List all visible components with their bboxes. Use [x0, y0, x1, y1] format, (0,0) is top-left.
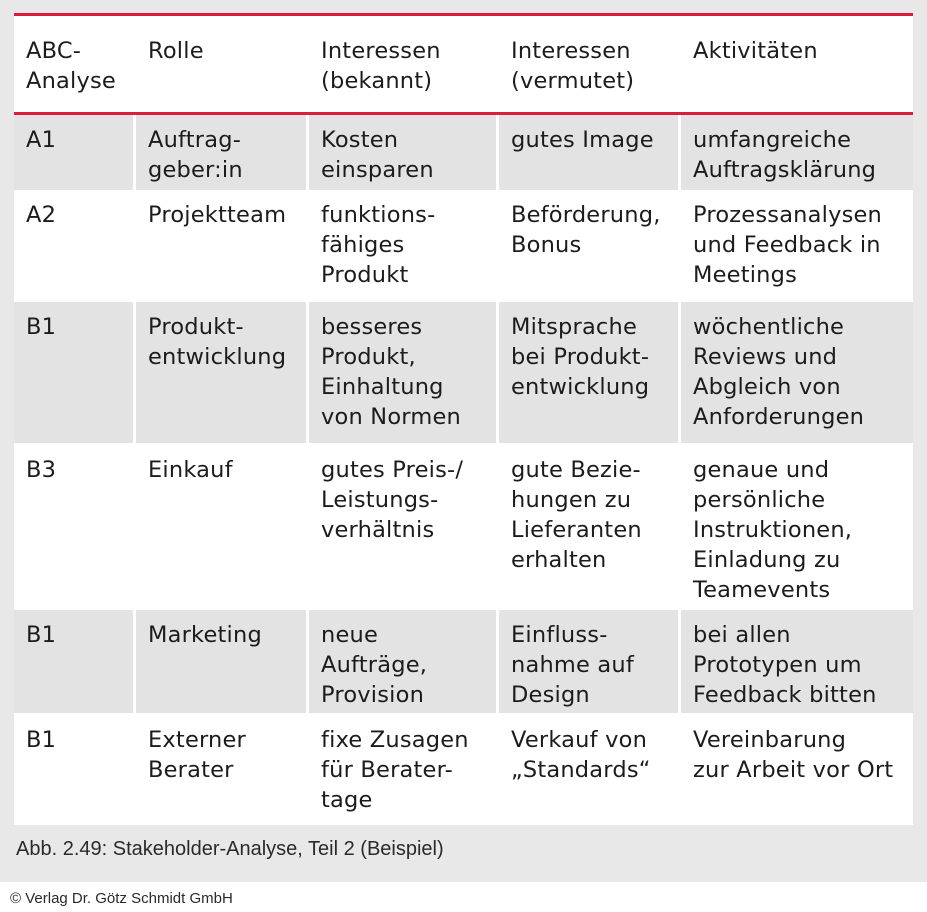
cell-rolle: Einkauf — [136, 445, 309, 609]
stakeholder-table — [14, 13, 913, 825]
cell-aktivitaeten: Vereinbarung zur Arbeit vor Ort — [681, 715, 913, 825]
table-row — [14, 190, 913, 298]
cell-abc: B1 — [14, 715, 136, 825]
cell-vermutet: Einfluss- nahme auf Design — [499, 610, 681, 713]
table-row — [14, 715, 913, 825]
cell-rolle: Projektteam — [136, 190, 309, 298]
header-rolle: Rolle — [136, 16, 309, 112]
header-abc: ABC- Analyse — [14, 16, 136, 112]
cell-rolle: Externer Berater — [136, 715, 309, 825]
cell-abc: B1 — [14, 610, 136, 713]
header-interessen-bekannt: Interessen (bekannt) — [309, 16, 499, 112]
cell-bekannt: Kosten einsparen — [309, 115, 499, 190]
cell-aktivitaeten: genaue und persönliche Instruktionen, Einladung zu Teamevents — [681, 445, 913, 609]
cell-bekannt: funktions- fähiges Produkt — [309, 190, 499, 298]
cell-abc: B3 — [14, 445, 136, 609]
cell-vermutet: Mitsprache bei Produkt- entwicklung — [499, 302, 681, 443]
table-row — [14, 302, 913, 443]
figure-caption: Abb. 2.49: Stakeholder-Analyse, Teil 2 (Beispiel) — [16, 838, 444, 860]
cell-bekannt: gutes Preis-/ Leistungs- verhältnis — [309, 445, 499, 609]
cell-bekannt: fixe Zusagen für Berater- tage — [309, 715, 499, 825]
cell-vermutet: Verkauf von „Standards“ — [499, 715, 681, 825]
cell-vermutet: Beförderung, Bonus — [499, 190, 681, 298]
cell-vermutet: gutes Image — [499, 115, 681, 190]
table-row — [14, 445, 913, 609]
table-header-row — [14, 16, 913, 112]
cell-aktivitaeten: wöchentliche Reviews und Abgleich von Anforderungen — [681, 302, 913, 443]
header-interessen-vermutet: Interessen (vermutet) — [499, 16, 681, 112]
table-row — [14, 115, 913, 190]
cell-aktivitaeten: umfangreiche Auftragsklärung — [681, 115, 913, 190]
table-row — [14, 610, 913, 713]
header-aktivitaeten: Aktivitäten — [681, 16, 913, 112]
cell-bekannt: besseres Produkt, Einhaltung von Normen — [309, 302, 499, 443]
figure-frame — [10, 0, 917, 882]
cell-bekannt: neue Aufträge, Provision — [309, 610, 499, 713]
cell-rolle: Produkt- entwicklung — [136, 302, 309, 443]
cell-rolle: Auftrag- geber:in — [136, 115, 309, 190]
cell-abc: B1 — [14, 302, 136, 443]
cell-rolle: Marketing — [136, 610, 309, 713]
cell-aktivitaeten: Prozessanalysen und Feedback in Meetings — [681, 190, 913, 298]
copyright-notice: © Verlag Dr. Götz Schmidt GmbH — [10, 890, 233, 907]
cell-abc: A2 — [14, 190, 136, 298]
cell-aktivitaeten: bei allen Prototypen um Feedback bitten — [681, 610, 913, 713]
cell-abc: A1 — [14, 115, 136, 190]
cell-vermutet: gute Bezie- hungen zu Lieferanten erhalten — [499, 445, 681, 609]
